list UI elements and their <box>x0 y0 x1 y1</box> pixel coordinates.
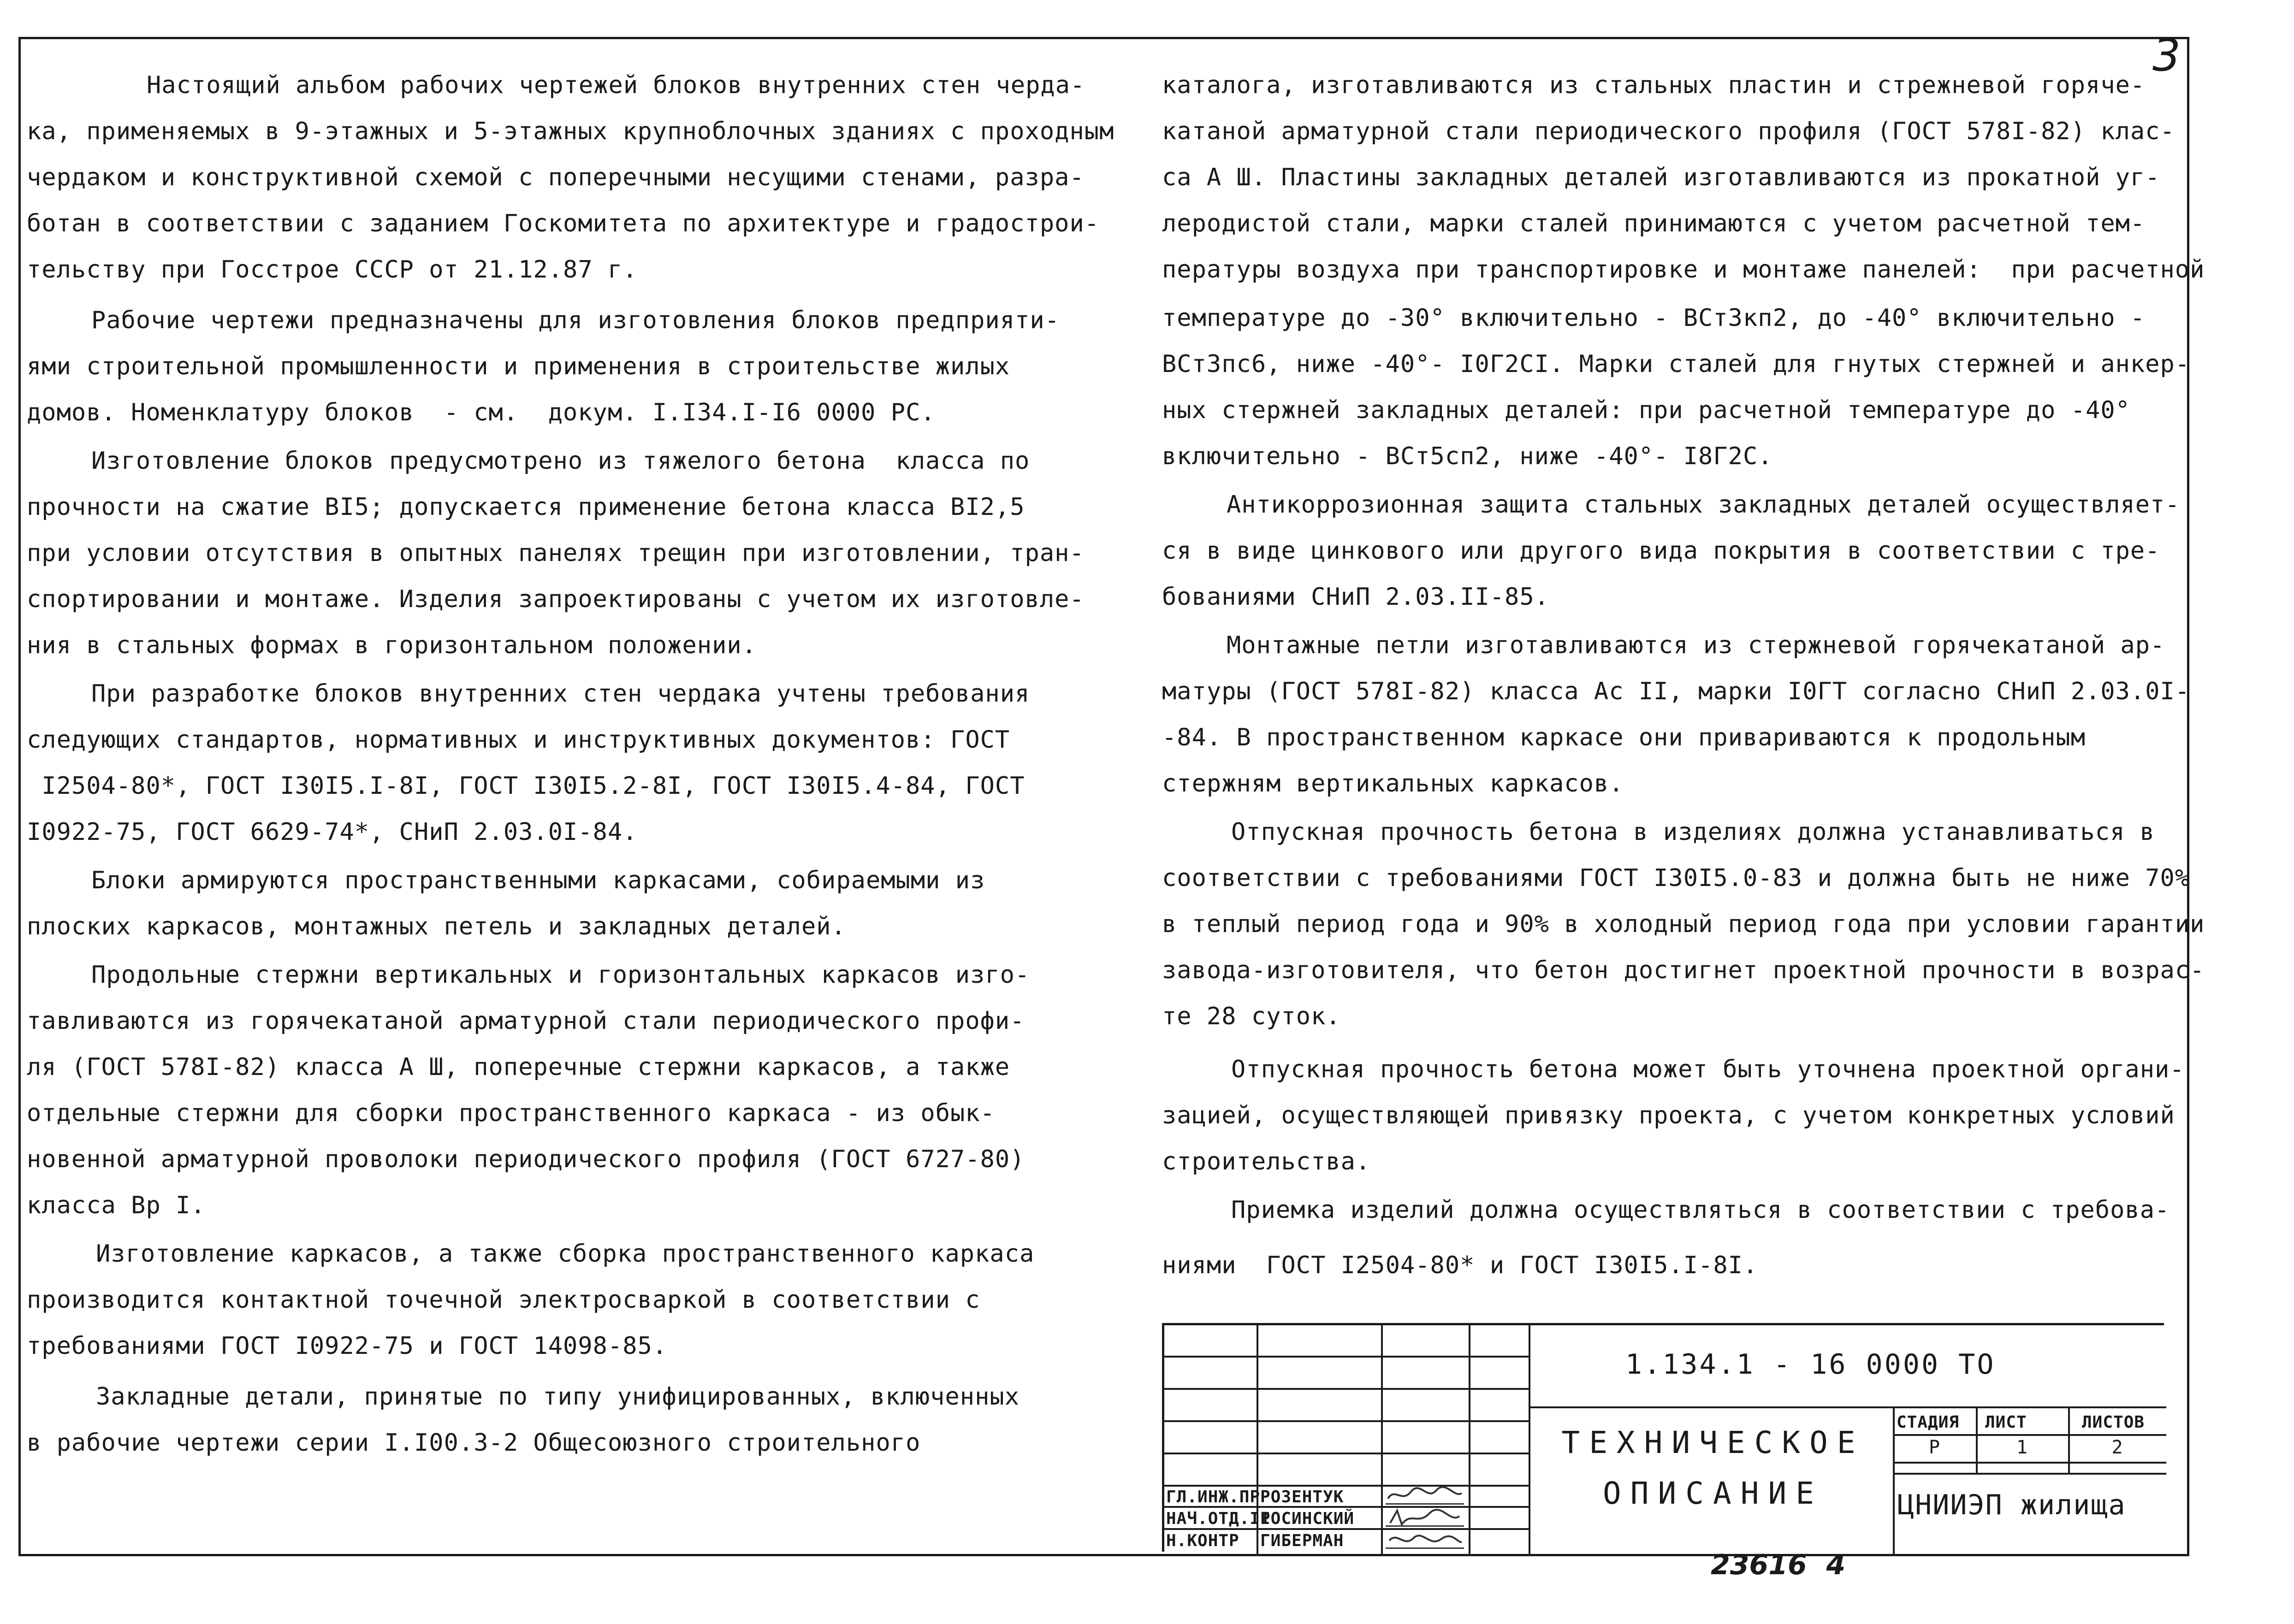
text-line: Монтажные петли изготавливаются из стержневой горячекатаной ар- <box>1227 632 2165 659</box>
text-line: завода-изготовителя, что бетон достигнет проектной прочности в возрас- <box>1162 957 2205 984</box>
text-line: прочности на сжатие BI5; допускается применение бетона класса BI2,5 <box>27 493 1025 521</box>
inventory-number: 23616 4 <box>1711 1549 1846 1581</box>
role-label: Н.КОНТР <box>1166 1531 1239 1550</box>
text-line: новенной арматурной проволоки периодического профиля (ГОСТ 6727-80) <box>27 1146 1025 1173</box>
text-line: Отпускная прочность бетона в изделиях должна устанавливаться в <box>1231 818 2155 846</box>
text-line: Рабочие чертежи предназначены для изготовления блоков предприяти- <box>91 307 1060 334</box>
text-line: те 28 суток. <box>1162 1003 1341 1030</box>
text-line: производится контактной точечной электросваркой в соответствии с <box>27 1286 980 1314</box>
text-line: ботан в соответствии с заданием Госкомитета по архитектуре и градострои- <box>27 210 1100 237</box>
organization-name: ЦНИИЭП жилища <box>1897 1489 2126 1521</box>
document-title-line1: ТЕХНИЧЕСКОЕ <box>1561 1425 1865 1460</box>
text-line: Настоящий альбом рабочих чертежей блоков внутренних стен черда- <box>147 71 1085 99</box>
text-line: матуры (ГОСТ 578I-82) класса Ас II, марки I0ГТ согласно СНиП 2.03.0I- <box>1162 678 2190 705</box>
text-line: катаной арматурной стали периодического профиля (ГОСТ 578I-82) клас- <box>1162 118 2175 145</box>
text-line: Приемка изделий должна осуществляться в соответствии с требова- <box>1231 1196 2170 1224</box>
stage-value: Р <box>1928 1437 1940 1458</box>
text-line: -84. В пространственном каркасе они привариваются к продольным <box>1162 724 2086 751</box>
text-line: ВСт3пс6, ниже -40°- I0Г2СI. Марки сталей для гнутых стержней и анкер- <box>1162 350 2190 378</box>
text-line: в рабочие чертежи серии I.I00.3-2 Общесоюзного строительного <box>27 1429 921 1457</box>
text-line: ся в виде цинкового или другого вида покрытия в соответствии с тре- <box>1162 537 2160 565</box>
text-line: Антикоррозионная защита стальных закладных деталей осуществляет- <box>1227 491 2180 519</box>
role-label: ГЛ.ИНЖ.ПР <box>1166 1488 1261 1506</box>
text-line: I0922-75, ГОСТ 6629-74*, СНиП 2.03.0I-84. <box>27 818 638 846</box>
text-line: домов. Номенклатуру блоков - см. докум. I.I34.I-I6 0000 РС. <box>27 399 936 426</box>
text-line: ями строительной промышленности и применения в строительстве жилых <box>27 353 1010 380</box>
text-line: ниями ГОСТ I2504-80* и ГОСТ I30I5.I-8I. <box>1162 1252 1758 1279</box>
person-name: ГИБЕРМАН <box>1260 1531 1344 1550</box>
text-line: при условии отсутствия в опытных панелях трещин при изготовлении, тран- <box>27 539 1085 567</box>
person-name: РОЗЕНТУК <box>1260 1488 1344 1506</box>
text-line: ния в стальных формах в горизонтальном положении. <box>27 632 757 659</box>
document-code: 1.134.1 - 16 0000 ТО <box>1625 1348 1996 1381</box>
text-line: ных стержней закладных деталей: при расчетной температуре до -40° <box>1162 396 2130 424</box>
text-line: леродистой стали, марки сталей принимаются с учетом расчетной тем- <box>1162 210 2146 237</box>
sheet-header: ЛИСТ <box>1985 1413 2027 1432</box>
text-line: тельству при Госстрое СССР от 21.12.87 г. <box>27 256 638 283</box>
title-block <box>1162 1323 2164 1552</box>
text-line: I2504-80*, ГОСТ I30I5.I-8I, ГОСТ I30I5.2-8I, ГОСТ I30I5.4-84, ГОСТ <box>27 772 1025 800</box>
text-line: Изготовление блоков предусмотрено из тяжелого бетона класса по <box>91 447 1030 475</box>
document-title-line2: ОПИСАНИЕ <box>1603 1476 1823 1511</box>
text-line: отдельные стержни для сборки пространственного каркаса - из обык- <box>27 1099 995 1127</box>
sheet-value: 1 <box>2016 1437 2028 1458</box>
text-line: каталога, изготавливаются из стальных пластин и стрежневой горяче- <box>1162 71 2146 99</box>
text-line: зацией, осуществляющей привязку проекта, с учетом конкретных условий <box>1162 1102 2175 1129</box>
text-line: ля (ГОСТ 578I-82) класса А Ш, поперечные стержни каркасов, а также <box>27 1053 1010 1081</box>
text-line: Закладные детали, принятые по типу унифицированных, включенных <box>96 1383 1020 1411</box>
text-line: Продольные стержни вертикальных и горизонтальных каркасов изго- <box>91 961 1030 989</box>
stage-header: СТАДИЯ <box>1897 1413 1960 1432</box>
role-label: НАЧ.ОТД.II <box>1166 1509 1271 1528</box>
text-line: стержням вертикальных каркасов. <box>1162 770 1624 797</box>
text-line: следующих стандартов, нормативных и инструктивных документов: ГОСТ <box>27 726 1010 754</box>
text-line: строительства. <box>1162 1148 1371 1175</box>
text-line: При разработке блоков внутренних стен чердака учтены требования <box>91 680 1030 708</box>
text-line: Изготовление каркасов, а также сборка пространственного каркаса <box>96 1240 1035 1268</box>
person-name: РОСИНСКИЙ <box>1260 1509 1355 1528</box>
text-line: са А Ш. Пластины закладных деталей изготавливаются из прокатной уг- <box>1162 164 2160 191</box>
text-line: Блоки армируются пространственными каркасами, собираемыми из <box>91 867 985 894</box>
text-line: в теплый период года и 90% в холодный период года при условии гарантии <box>1162 910 2205 938</box>
text-line: соответствии с требованиями ГОСТ I30I5.0-83 и должна быть не ниже 70% <box>1162 864 2190 892</box>
text-line: бованиями СНиП 2.03.II-85. <box>1162 583 1549 611</box>
signature-mark <box>1386 1485 1464 1505</box>
text-line: плоских каркасов, монтажных петель и закладных деталей. <box>27 913 846 940</box>
page-number: 3 <box>2152 30 2181 81</box>
text-line: Отпускная прочность бетона может быть уточнена проектной органи- <box>1231 1056 2185 1083</box>
sheets-header: ЛИСТОВ <box>2082 1413 2145 1432</box>
text-line: включительно - ВСт5сп2, ниже -40°- I8Г2С. <box>1162 443 1773 470</box>
signature-mark <box>1386 1507 1464 1527</box>
text-line: тавливаются из горячекатаной арматурной стали периодического профи- <box>27 1007 1025 1035</box>
text-line: чердаком и конструктивной схемой с поперечными несущими стенами, разра- <box>27 164 1085 191</box>
text-line: температуре до -30° включительно - ВСт3кп2, до -40° включительно - <box>1162 304 2146 332</box>
text-line: ка, применяемых в 9-этажных и 5-этажных крупноблочных зданиях с проходным <box>27 118 1114 145</box>
signature-mark <box>1386 1529 1464 1549</box>
text-line: требованиями ГОСТ I0922-75 и ГОСТ 14098-85. <box>27 1332 668 1360</box>
sheets-value: 2 <box>2111 1437 2123 1458</box>
text-line: пературы воздуха при транспортировке и монтаже панелей: при расчетной <box>1162 256 2205 283</box>
text-line: класса Вр I. <box>27 1192 206 1219</box>
text-line: спортировании и монтаже. Изделия запроектированы с учетом их изготовле- <box>27 585 1085 613</box>
